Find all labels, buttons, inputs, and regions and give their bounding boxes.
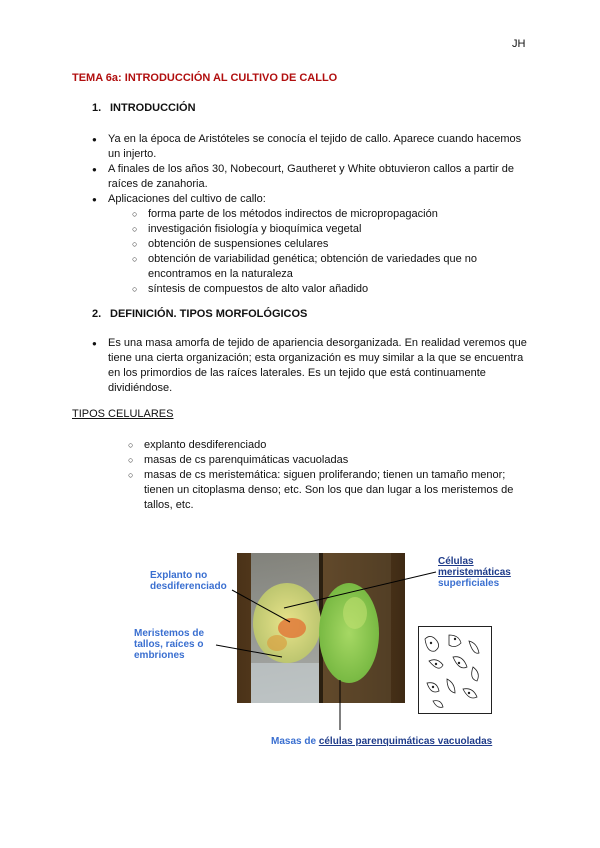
pointer-celulas xyxy=(284,572,436,608)
caption-prefix: Masas de xyxy=(271,736,319,747)
list-item: ○ masas de cs parenquimáticas vacuoladas xyxy=(128,453,528,468)
bottom-caption xyxy=(271,736,492,747)
caption-underlined: células parenquimáticas vacuoladas xyxy=(318,736,493,747)
page-initials: JH xyxy=(512,38,526,50)
list-item: ● Ya en la época de Aristóteles se conocía el tejido de callo. Aparece cuando hacemos un injerto. xyxy=(92,132,532,162)
document-title: TEMA 6a: INTRODUCCIÓN AL CULTIVO DE CALLO xyxy=(72,72,338,84)
list-item: ○ obtención de variabilidad genética; obtención de variedades que no encontramos en la naturaleza xyxy=(132,252,532,282)
pointer-meristemos xyxy=(216,645,282,657)
list-item: ○ investigación fisiología y bioquímica vegetal xyxy=(132,222,532,237)
pointer-explanto xyxy=(232,590,290,622)
list-item: ○ forma parte de los métodos indirectos de micropropagación xyxy=(132,207,532,222)
list-item: ○ síntesis de compuestos de alto valor añadido xyxy=(132,282,532,297)
list-item: ○ explanto desdiferenciado xyxy=(128,438,528,453)
micrograph-drawing xyxy=(418,626,492,714)
label-celulas-line2: meristemáticas xyxy=(438,567,511,578)
list-item: ○ obtención de suspensiones celulares xyxy=(132,237,532,252)
label-celulas-line1: Células xyxy=(438,556,474,567)
applications-intro: Aplicaciones del cultivo de callo: xyxy=(108,193,266,205)
section2-title: DEFINICIÓN. TIPOS MORFOLÓGICOS xyxy=(110,308,308,320)
label-explanto: Explanto no desdiferenciado xyxy=(150,570,227,592)
section1-number: 1. xyxy=(92,102,102,114)
section2-number: 2. xyxy=(92,308,102,320)
list-item: ● A finales de los años 30, Nobecourt, Gautheret y White obtuvieron callos a partir de raíces de zanahoria. xyxy=(92,162,532,192)
section1-title: INTRODUCCIÓN xyxy=(110,102,196,114)
label-celulas-line3: superficiales xyxy=(438,578,500,589)
label-meristemos: Meristemos de tallos, raíces o embriones xyxy=(134,628,205,661)
list-item: ● Es una masa amorfa de tejido de apariencia desorganizada. En realidad veremos que tiene una cierta organización; esta organización es muy similar a la que se encuentra en los primordios de las raíces laterales. Es un tejido que está continuamente dividiéndose. xyxy=(92,336,532,396)
cell-types-label: TIPOS CELULARES xyxy=(72,408,174,420)
list-item: ○ masas de cs meristemática: siguen proliferando; tienen un tamaño menor; tienen un citoplasma denso; etc. Son los que dan lugar a los meristemos de tallos, etc. xyxy=(128,468,528,513)
